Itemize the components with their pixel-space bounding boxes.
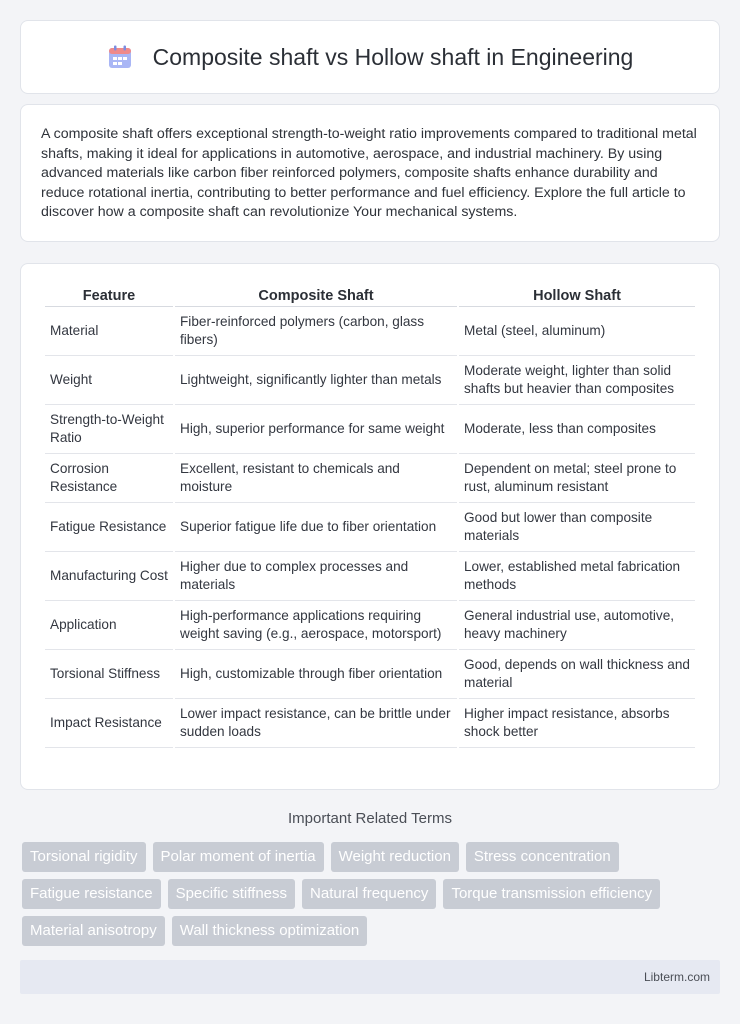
table-header-row xyxy=(45,284,695,307)
header-feature: Feature xyxy=(45,284,173,307)
table-row xyxy=(45,356,695,405)
cell-hollow: Moderate weight, lighter than solid shafts but heavier than composites xyxy=(459,356,695,405)
cell-composite: Superior fatigue life due to fiber orientation xyxy=(175,503,457,552)
related-term-tag[interactable]: Torque transmission efficiency xyxy=(443,879,660,909)
table-row xyxy=(45,454,695,503)
cell-composite: Excellent, resistant to chemicals and moisture xyxy=(175,454,457,503)
footer-brand[interactable]: Libterm.com xyxy=(643,970,710,984)
cell-composite: Lightweight, significantly lighter than metals xyxy=(175,356,457,405)
cell-feature: Material xyxy=(45,307,173,356)
cell-hollow: General industrial use, automotive, heavy machinery xyxy=(459,601,695,650)
related-terms-list xyxy=(22,842,722,946)
cell-hollow: Good but lower than composite materials xyxy=(459,503,695,552)
cell-feature: Fatigue Resistance xyxy=(45,503,173,552)
intro-card xyxy=(20,104,720,242)
table-row xyxy=(45,307,695,356)
cell-hollow: Higher impact resistance, absorbs shock better xyxy=(459,699,695,748)
table-row xyxy=(45,699,695,748)
related-term-tag[interactable]: Material anisotropy xyxy=(22,916,165,946)
related-term-tag[interactable]: Polar moment of inertia xyxy=(153,842,324,872)
cell-composite: Fiber-reinforced polymers (carbon, glass fibers) xyxy=(175,307,457,356)
table-row xyxy=(45,601,695,650)
related-term-tag[interactable]: Natural frequency xyxy=(302,879,436,909)
table-row xyxy=(45,405,695,454)
comparison-card xyxy=(20,263,720,790)
footer xyxy=(20,960,720,994)
related-term-tag[interactable]: Fatigue resistance xyxy=(22,879,161,909)
related-term-tag[interactable]: Weight reduction xyxy=(331,842,459,872)
cell-composite: High, superior performance for same weight xyxy=(175,405,457,454)
table-row xyxy=(45,650,695,699)
comparison-table xyxy=(43,284,697,748)
cell-hollow: Metal (steel, aluminum) xyxy=(459,307,695,356)
header-composite: Composite Shaft xyxy=(175,284,457,307)
cell-hollow: Moderate, less than composites xyxy=(459,405,695,454)
title-card xyxy=(20,20,720,94)
related-term-tag[interactable]: Torsional rigidity xyxy=(22,842,146,872)
table-row xyxy=(45,503,695,552)
cell-composite: Lower impact resistance, can be brittle under sudden loads xyxy=(175,699,457,748)
cell-feature: Impact Resistance xyxy=(45,699,173,748)
cell-hollow: Lower, established metal fabrication methods xyxy=(459,552,695,601)
cell-feature: Torsional Stiffness xyxy=(45,650,173,699)
related-term-tag[interactable]: Stress concentration xyxy=(466,842,619,872)
cell-feature: Application xyxy=(45,601,173,650)
cell-composite: Higher due to complex processes and materials xyxy=(175,552,457,601)
cell-composite: High, customizable through fiber orientation xyxy=(175,650,457,699)
page-title: Composite shaft vs Hollow shaft in Engineering xyxy=(152,43,634,70)
cell-composite: High-performance applications requiring weight saving (e.g., aerospace, motorsport) xyxy=(175,601,457,650)
related-terms-title: Important Related Terms xyxy=(288,810,452,827)
related-term-tag[interactable]: Wall thickness optimization xyxy=(172,916,368,946)
header-hollow: Hollow Shaft xyxy=(459,284,695,307)
calendar-icon xyxy=(107,44,133,70)
cell-feature: Corrosion Resistance xyxy=(45,454,173,503)
cell-feature: Strength-to-Weight Ratio xyxy=(45,405,173,454)
cell-feature: Weight xyxy=(45,356,173,405)
table-row xyxy=(45,552,695,601)
cell-hollow: Good, depends on wall thickness and material xyxy=(459,650,695,699)
cell-feature: Manufacturing Cost xyxy=(45,552,173,601)
intro-text: A composite shaft offers exceptional strength-to-weight ratio improvements compared to traditional metal shafts, making it ideal for applications in automotive, aerospace, and industrial machinery. By using advanced materials like carbon fiber reinforced polymers, composite shafts enhance durability and reduce rotational inertia, contributing to better performance and fuel efficiency. Explore the full article to discover how a composite shaft can revolutionize Your mechanical systems. xyxy=(41,126,697,221)
cell-hollow: Dependent on metal; steel prone to rust, aluminum resistant xyxy=(459,454,695,503)
related-term-tag[interactable]: Specific stiffness xyxy=(168,879,295,909)
